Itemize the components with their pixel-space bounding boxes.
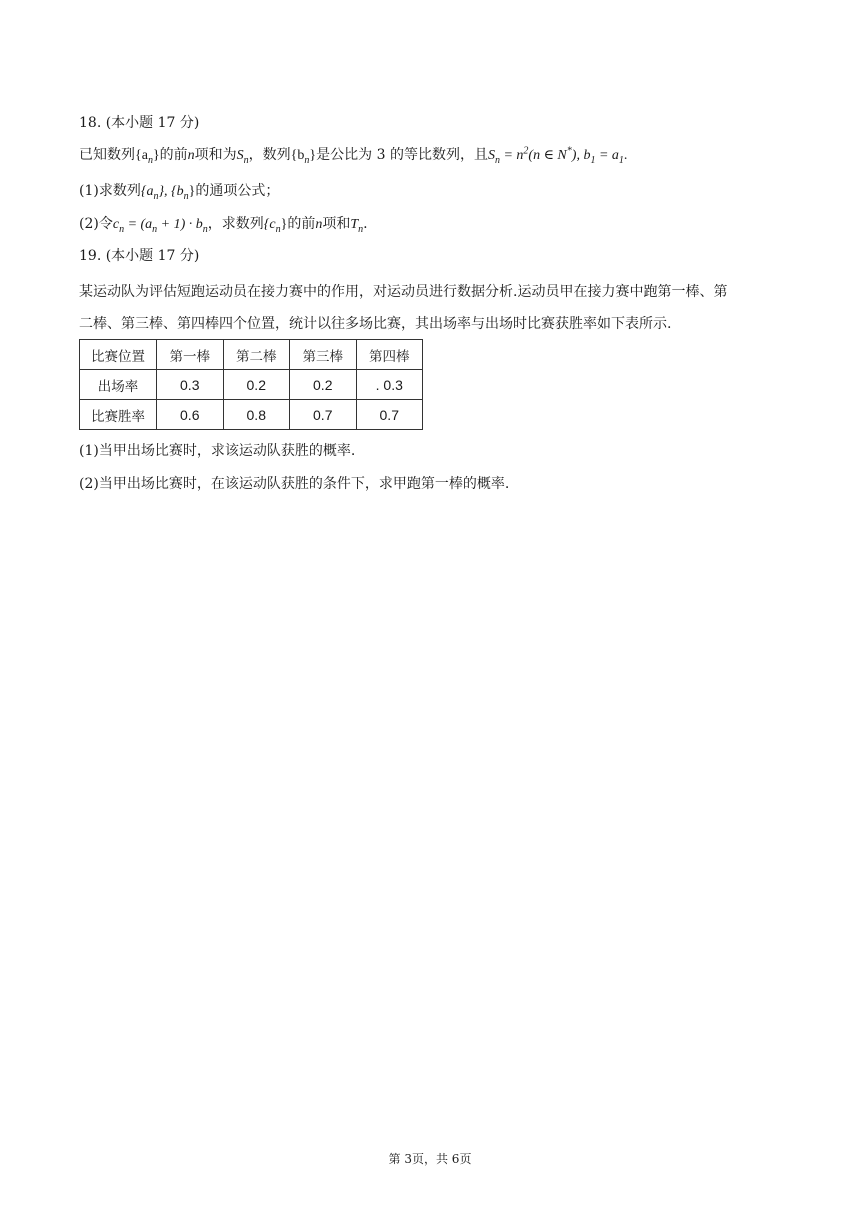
table-cell: 0.2 <box>290 370 357 400</box>
table-row <box>80 370 423 400</box>
table-header-row <box>80 340 423 370</box>
table-cell: 0.2 <box>223 370 290 400</box>
question-18-header: 18. (本小题 17 分) <box>79 115 200 131</box>
table-row <box>80 400 423 430</box>
table-cell: 0.7 <box>290 400 357 430</box>
question-18-stem <box>79 145 627 166</box>
table-cell: 比赛胜率 <box>80 400 157 430</box>
table-cell: 第一棒 <box>157 340 224 370</box>
table-cell: 第四棒 <box>356 340 423 370</box>
stem-text: 的前 <box>159 147 188 163</box>
table-cell: 比赛位置 <box>80 340 157 370</box>
table-cell: 0.7 <box>356 400 423 430</box>
math-formula: $S_n = n^2(n$ ∈ N*), $b_1 = a_1$. <box>487 145 628 166</box>
page-footer: 第 3页，共 6页 <box>388 1152 472 1166</box>
math-an: $\{a_n\}$ <box>135 148 160 166</box>
question-18-part-2: (2)令$c_n = (a_n + 1) \cdot b_n$，求数列$\{c_n\}$的前n项和$T_n$. <box>79 216 368 235</box>
math-bn: $\{b_n\}$ <box>290 148 317 166</box>
stem-text: 是公比为 3 的等比数列，且 <box>316 147 488 163</box>
table-cell: 0.3 <box>157 370 224 400</box>
table-cell: 出场率 <box>80 370 157 400</box>
table-cell: 第二棒 <box>223 340 290 370</box>
table-cell: . 0.3 <box>356 370 423 400</box>
question-19-paragraph-1: 某运动队为评估短跑运动员在接力赛中的作用，对运动员进行数据分析.运动员甲在接力赛中跑第一棒、第 <box>79 284 728 300</box>
math-cn: $\{c_n\}$ <box>263 217 288 235</box>
math-cn-def: $c_n = (a_n + 1) \cdot b_n$ <box>112 217 208 235</box>
table-cell: 0.6 <box>157 400 224 430</box>
table-cell: 第三棒 <box>290 340 357 370</box>
math-an-bn: $\{a_n\}$, $\{b_n\}$ <box>140 184 196 202</box>
question-19-header: 19. (本小题 17 分) <box>79 248 200 264</box>
math-Sn: $S_n$ <box>236 148 249 166</box>
math-n: n <box>187 148 195 163</box>
question-19-part-2: (2)当甲出场比赛时，在该运动队获胜的条件下，求甲跑第一棒的概率. <box>79 476 510 492</box>
table-cell: 0.8 <box>223 400 290 430</box>
stem-text: 项和为 <box>194 147 237 163</box>
math-Tn: $T_n$ <box>350 217 364 235</box>
question-19-paragraph-2: 二棒、第三棒、第四棒四个位置，统计以往多场比赛，其出场率与出场时比赛获胜率如下表所示. <box>79 316 672 332</box>
stem-text: ，数列 <box>248 147 291 163</box>
question-18-part-1: (1)求数列$\{a_n\}$, $\{b_n\}$的通项公式； <box>79 183 280 202</box>
stem-text: 已知数列 <box>79 147 135 163</box>
relay-stats-table <box>79 339 423 430</box>
question-19-part-1: (1)当甲出场比赛时，求该运动队获胜的概率. <box>79 443 356 459</box>
